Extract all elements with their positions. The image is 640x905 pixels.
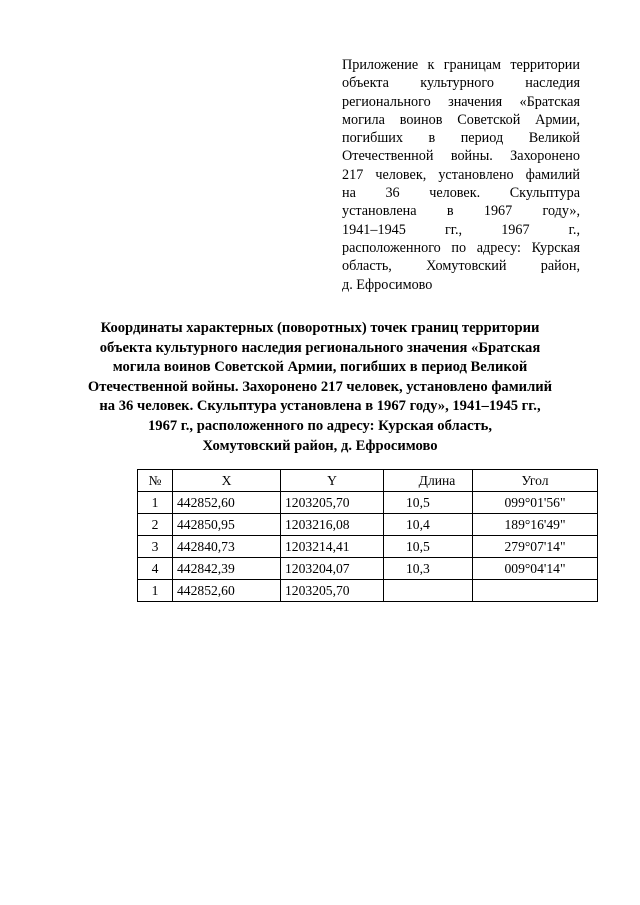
cell-x: 442842,39: [173, 558, 281, 580]
appendix-line: могила воинов Советской Армии,: [342, 111, 580, 128]
title-line: могила воинов Советской Армии, погибших в период Великой: [112, 359, 528, 376]
cell-y: 1203214,41: [281, 536, 384, 558]
table-row: [138, 536, 598, 558]
appendix-line: д. Ефросимово: [342, 276, 433, 293]
table-row: [138, 580, 598, 602]
appendix-line: Отечественной войны. Захоронено: [342, 148, 580, 165]
appendix-line: 1941–1945 гг., 1967 г.,: [342, 221, 580, 238]
header-x: X: [173, 470, 281, 492]
header-number: №: [138, 470, 173, 492]
appendix-line: объекта культурного наследия: [342, 75, 580, 92]
title-line: на 36 человек. Скульптура установлена в 1967 году», 1941–1945 гг.,: [99, 398, 541, 415]
cell-number: 4: [138, 558, 173, 580]
appendix-caption: [342, 56, 580, 294]
coordinates-table: [137, 469, 598, 602]
table-row: [138, 558, 598, 580]
appendix-line: расположенного по адресу: Курская: [342, 239, 580, 256]
cell-length: 10,4: [384, 514, 473, 536]
cell-length: [384, 580, 473, 602]
cell-y: 1203216,08: [281, 514, 384, 536]
appendix-line: погибших в период Великой: [342, 130, 580, 147]
table-row: [138, 514, 598, 536]
table-row: [138, 492, 598, 514]
cell-number: 1: [138, 492, 173, 514]
cell-length: 10,3: [384, 558, 473, 580]
cell-x: 442852,60: [173, 580, 281, 602]
cell-number: 3: [138, 536, 173, 558]
title-line: 1967 г., расположенного по адресу: Курская область,: [147, 417, 493, 434]
cell-y: 1203205,70: [281, 580, 384, 602]
cell-angle: 099°01'56": [473, 492, 598, 514]
title-line: объекта культурного наследия регионального значения «Братская: [99, 339, 541, 356]
cell-angle: 009°04'14": [473, 558, 598, 580]
cell-x: 442840,73: [173, 536, 281, 558]
appendix-line: 217 человек, установлено фамилий: [342, 166, 580, 183]
cell-y: 1203204,07: [281, 558, 384, 580]
cell-number: 2: [138, 514, 173, 536]
table-header-row: [138, 470, 598, 492]
header-angle: Угол: [473, 470, 598, 492]
cell-length: 10,5: [384, 536, 473, 558]
cell-angle: 189°16'49": [473, 514, 598, 536]
appendix-line: на 36 человек. Скульптура: [342, 185, 580, 202]
cell-number: 1: [138, 580, 173, 602]
cell-length: 10,5: [384, 492, 473, 514]
appendix-line: Приложение к границам территории: [342, 57, 580, 73]
header-length: Длина: [384, 470, 473, 492]
cell-x: 442852,60: [173, 492, 281, 514]
appendix-line: область, Хомутовский район,: [342, 258, 580, 275]
cell-angle: [473, 580, 598, 602]
header-y: Y: [281, 470, 384, 492]
title-line: Хомутовский район, д. Ефросимово: [202, 437, 438, 454]
document-title: [82, 319, 558, 456]
appendix-line: регионального значения «Братская: [342, 93, 580, 110]
appendix-line: установлена в 1967 году»,: [342, 203, 580, 220]
cell-x: 442850,95: [173, 514, 281, 536]
cell-y: 1203205,70: [281, 492, 384, 514]
title-line: Координаты характерных (поворотных) точек границ территории: [100, 320, 540, 336]
title-line: Отечественной войны. Захоронено 217 человек, установлено фамилий: [87, 378, 553, 395]
cell-angle: 279°07'14": [473, 536, 598, 558]
